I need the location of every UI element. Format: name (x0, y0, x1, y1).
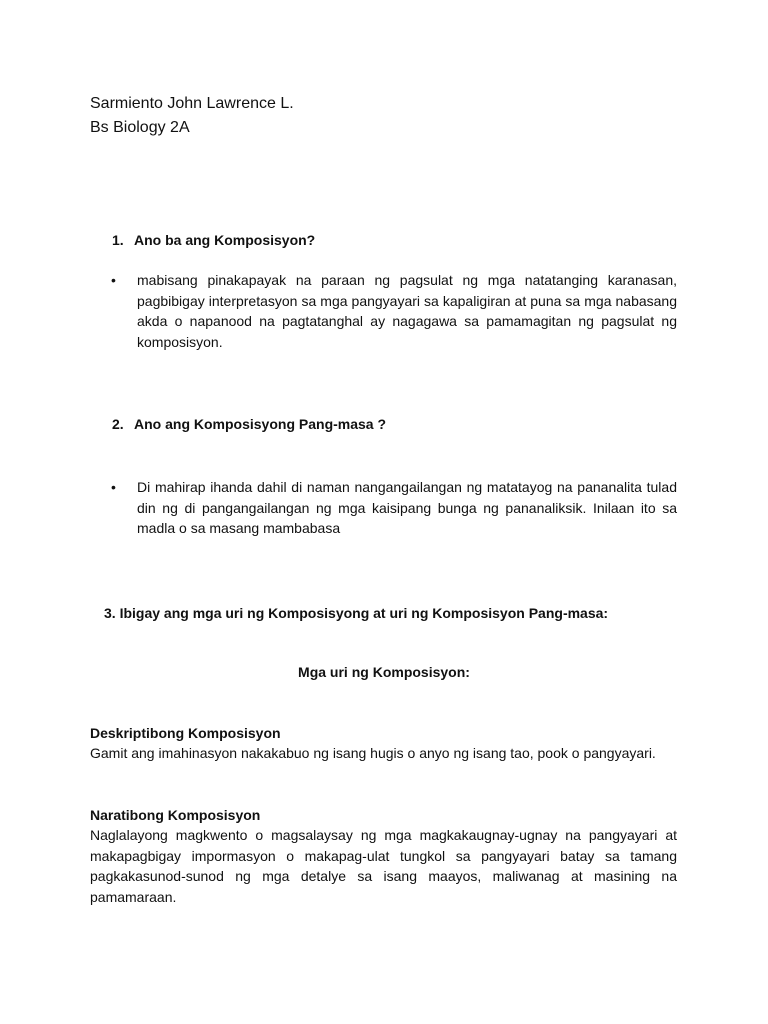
types-heading: Mga uri ng Komposisyon: (298, 664, 470, 680)
author-name: Sarmiento John Lawrence L. (90, 95, 294, 112)
question-3-title: 3. Ibigay ang mga uri ng Komposisyong at uri ng Komposisyon Pang-masa: (104, 605, 609, 621)
question-2-number: 2. (112, 416, 124, 432)
question-2-title (112, 414, 386, 434)
question-1-number: 1. (112, 232, 124, 248)
question-1-title (112, 230, 315, 250)
question-1-text: Ano ba ang Komposisyon? (134, 232, 316, 248)
question-1-answer (111, 270, 677, 352)
question-2-text: Ano ang Komposisyong Pang-masa ? (134, 416, 387, 432)
section-descriptive-title: Deskriptibong Komposisyon (90, 725, 281, 741)
question-1-answer-text: mabisang pinakapayak na paraan ng pagsulat ng mga natatanging karanasan, pagbibigay interpretasyon sa mga pangyayari sa kapaligiran at puna sa mga nabasang akda o napanood na pagtatanghal ay nagagawa sa pamamagitan ng pagsulat ng komposisyon. (137, 272, 677, 350)
bullet-icon: • (111, 479, 116, 495)
section-narrative-body: Naglalayong magkwento o magsalaysay ng mga magkakaugnay-ugnay na pangyayari at makapagbigay impormasyon o makapag-ulat tungkol sa pangyayari batay sa tamang pagkakasunod-sunod ng mga detalye sa isang maayos, maliwanag at masining na pamamaraan. (90, 827, 677, 905)
section-narrative-title: Naratibong Komposisyon (90, 807, 261, 823)
question-2-answer-text: Di mahirap ihanda dahil di naman nangangailangan ng matatayog na pananalita tulad din ng di pangangailangan ng mga kaisipang bunga ng pananaliksik. Inilaan ito sa madla o sa masang mambabasa (137, 479, 677, 536)
question-2-answer (111, 477, 677, 539)
section-descriptive-body: Gamit ang imahinasyon nakakabuo ng isang hugis o anyo ng isang tao, pook o pangyayari. (90, 745, 656, 761)
course-section: Bs Biology 2A (90, 119, 190, 136)
bullet-icon: • (111, 272, 116, 288)
